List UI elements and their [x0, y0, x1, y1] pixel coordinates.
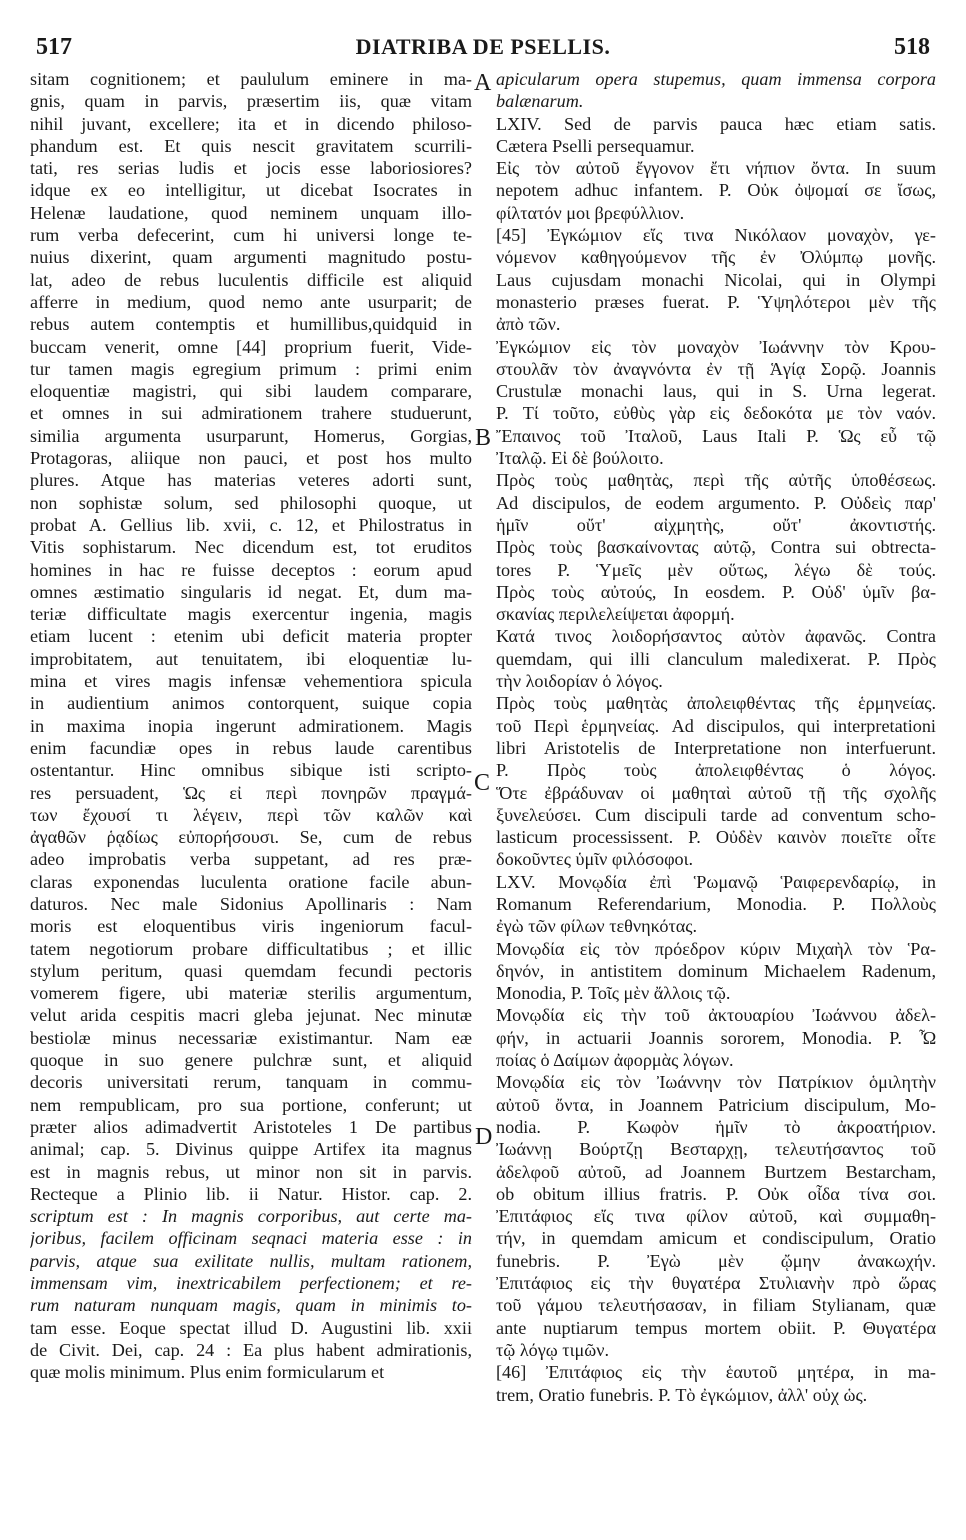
- text-line: decoris universitati rerum, tanquam in commu-: [30, 1072, 472, 1093]
- text-line: eloquentiæ magistri, qui sibi laudem comparare,: [30, 381, 472, 402]
- text-line: φήν, in actuarii Joannis sororem, Monodia. P. Ὦ: [496, 1027, 936, 1048]
- margin-marker-c: C: [474, 770, 491, 796]
- text-line: τῷ λόγῳ τιμῶν.: [496, 1339, 609, 1360]
- text-line: Helenæ laudatione, quod neminem unquam illo-: [30, 202, 472, 223]
- text-line: quemdam, qui illi clanculum maledixerat. P. Πρὸς: [496, 648, 936, 669]
- text-line: Ἐγκώμιον εἰς τὸν μοναχὸν Ἰωάννην τὸν Κρου-: [496, 336, 936, 357]
- text-line: P. Πρὸς τοὺς ἀπολειφθέντας ὁ λόγος.: [496, 760, 936, 781]
- text-line: Crustulæ monachi laus, qui in S. Urna legerat.: [496, 381, 936, 402]
- text-line: res persuadent, Ὡς εἰ περὶ πονηρῶν πραγμά-: [30, 782, 472, 803]
- text-line: Ἐπιτάφιος εἴς τινα φίλον αὐτοῦ, καὶ συμμαθη-: [496, 1206, 936, 1227]
- text-line: tati, res serias ludis et jocis esse laboriosiores?: [30, 158, 472, 179]
- text-line: claras exponendas luculenta oratione facile abun-: [30, 871, 472, 892]
- text-line: στουλᾶν τὸν ἀναγνόντα ἐν τῇ Ἁγίᾳ Σορῷ. Joannis: [496, 358, 936, 379]
- text-line: Πρὸς τοὺς αὐτούς, In eosdem. P. Οὐδ' ὑμῖν βα-: [496, 581, 936, 602]
- text-line: vomerem figere, ubi materiæ sterilis argumentum,: [30, 983, 472, 1004]
- text-line: ob obitum illius fratris. P. Οὐκ οἶδα τίνα σοι.: [496, 1183, 936, 1204]
- text-line: ἐγὼ τῶν φίλων τεθνηκότας.: [496, 916, 698, 937]
- text-line: Μονῳδία εἰς τὸν Ἰωάννην τὸν Πατρίκιον ὁμιλητὴν: [496, 1072, 936, 1093]
- text-line: ante nuptiarum tempus mortem obiit. P. Θυγατέρα: [496, 1317, 936, 1338]
- text-line: Vitis sophistarum. Nec dicendum est, tot eruditos: [30, 537, 472, 558]
- text-line: [46] Ἐπιτάφιος εἰς τὴν ἑαυτοῦ μητέρα, in ma-: [496, 1362, 936, 1383]
- text-line: σκανίας περιλελείψεται ἀφορμή.: [496, 604, 735, 625]
- text-line: Μονῳδία εἰς τὸν πρόεδρον κύριν Μιχαὴλ τὸν Ῥα-: [496, 938, 936, 959]
- text-line: Ἰταλῷ. Εἰ δὲ βούλοιτο.: [496, 448, 664, 469]
- text-line: Cætera Pselli persequamur.: [496, 135, 695, 156]
- text-line: Recteque a Plinio lib. ii Natur. Histor. cap. 2.: [30, 1183, 472, 1204]
- text-line: νόμενον καθηγούμενον τῆς ἐν Ὀλύμπῳ μονῆς.: [496, 247, 936, 268]
- text-line: rum naturam nunquam magis, quam in minimis to-: [30, 1295, 472, 1316]
- text-line: Μονῳδία εἰς τὴν τοῦ ἀκτουαρίου Ἰωάννου ἀδελ-: [496, 1005, 936, 1026]
- text-line: velut arida cespitis macri gleba jejunat. Nec minutæ: [30, 1005, 472, 1026]
- text-line: daturos. Nec male Sidonius Apollinaris : Nam: [30, 893, 472, 914]
- text-line: των ἔχουσί τι λέγειν, περὶ τῶν καλῶν καὶ: [30, 804, 472, 825]
- left-column: [30, 68, 472, 1384]
- text-line: lasticum processissent. P. Οὐδὲν καινὸν ποιεῖτε οἶτε: [496, 827, 936, 848]
- text-line: ξυνελεύσει. Cum discipuli tarde ad conventum scho-: [496, 804, 936, 825]
- page-number-right: 518: [894, 34, 930, 60]
- text-line: Ἐπιτάφιος εἰς τὴν θυγατέρα Στυλιανὴν πρὸ ὥρας: [496, 1273, 936, 1294]
- text-line: αὐτοῦ ὄντα, in Joannem Patricium discipulum, Mo-: [496, 1094, 936, 1115]
- text-line: nepotem adhuc infantem. P. Οὐκ ὀψομαί σε ἴσως,: [496, 180, 936, 201]
- text-line: Ἔπαινος τοῦ Ἰταλοῦ, Laus Itali P. Ὡς εὖ τῷ: [496, 425, 936, 446]
- text-line: adeo improbatis verba suppetant, ad res præ-: [30, 849, 472, 870]
- text-line: Πρὸς τοὺς βασκαίνοντας αὐτῷ, Contra sui obtrecta-: [496, 537, 936, 558]
- margin-marker-d: D: [475, 1124, 493, 1150]
- text-line: nem rempublicam, pro sua portione, conferunt; ut: [30, 1094, 472, 1115]
- text-line: Protagoras, aliique non pauci, et post hos multo: [30, 448, 472, 469]
- text-line: libri Aristotelis de Interpretatione non interfuerunt.: [496, 737, 936, 758]
- text-line: enim facundiæ opes in rebus laude carentibus: [30, 737, 472, 758]
- text-line: funebris. P. Ἐγὼ μὲν ᾤμην ἀνακωχήν.: [496, 1250, 936, 1271]
- text-line: Laus cujusdam monachi Nicolai, qui in Olympi: [496, 269, 936, 290]
- text-line: δηνόν, in antistitem dominum Michaelem Radenum,: [496, 960, 936, 981]
- text-line: scriptum est : In magnis corporibus, aut certe ma-: [30, 1206, 472, 1227]
- text-line: quoque in suo genere pulchræ sunt, et aliquid: [30, 1050, 472, 1071]
- margin-marker-b: B: [475, 425, 492, 451]
- text-line: τοῦ Περὶ ἑρμηνείας. Ad discipulos, qui interpretationi: [496, 715, 936, 736]
- text-line: nodia. P. Κωφὸν ἡμῖν τὸ ἀκροατήριον.: [496, 1116, 936, 1137]
- text-line: τήν, in quemdam amicum et condiscipulum, Oratio: [496, 1228, 936, 1249]
- text-line: in maxima inopia ingerunt admirationem. Magis: [30, 715, 472, 736]
- text-line: ἀπὸ τῶν.: [496, 314, 561, 335]
- text-line: improbitatem, aut tenuitatem, ibi eloquentiæ lu-: [30, 648, 472, 669]
- text-line: Εἰς τὸν αὐτοῦ ἔγγονον ἔτι νήπιον ὄντα. In suum: [496, 158, 936, 179]
- text-line: balænarum.: [496, 91, 584, 112]
- text-line: similia argumenta usurparunt, Homerus, Gorgias,: [30, 425, 472, 446]
- text-line: buccam venerit, omne [44] proprium fuerit, Vide-: [30, 336, 472, 357]
- text-line: nihil juvant, excellere; ita et in dicendo philoso-: [30, 113, 472, 134]
- text-line: immensam vim, inextricabilem perfectionem; et re-: [30, 1273, 472, 1294]
- text-line: ἀγαθῶν ῥᾳδίως εὐπορήσουσι. Se, cum de rebus: [30, 827, 472, 848]
- text-line: parvis, atque sua exilitate nullis, multam rationem,: [30, 1250, 472, 1271]
- text-line: animal; cap. 5. Divinus quippe Artifex ita magnus: [30, 1139, 472, 1160]
- text-line: et omnes in sui admirationem trahere studuerunt,: [30, 403, 472, 424]
- page-number-left: 517: [36, 34, 72, 60]
- text-line: homines in hac re fuisse deceptos : eorum apud: [30, 559, 472, 580]
- text-line: tatem negotiorum probare difficultatibus ; et illic: [30, 938, 472, 959]
- text-line: non sophistæ solum, sed philosophi quoque, ut: [30, 492, 472, 513]
- running-header: [36, 34, 930, 66]
- text-line: ἀδελφοῦ αὐτοῦ, ad Joannem Burtzem Bestarcham,: [496, 1161, 936, 1182]
- text-line: Πρὸς τοὺς μαθητὰς ἀπολειφθέντας τῆς ἑρμηνείας.: [496, 693, 936, 714]
- text-line: ostentantur. Hinc omnibus sibique isti scripto-: [30, 760, 472, 781]
- text-line: Monodia, P. Τοῖς μὲν ἄλλοις τῷ.: [496, 983, 731, 1004]
- text-line: est in magnis rebus, ut minor non sit in parvis.: [30, 1161, 472, 1182]
- text-line: gnis, quam in parvis, præsertim iis, quæ vitam: [30, 91, 472, 112]
- text-line: in audientium animos contorquent, suique copia: [30, 693, 472, 714]
- text-line: teriæ difficultate magis exercentur ingenia, magis: [30, 604, 472, 625]
- text-line: præter alios adimadvertit Aristoteles 1 De partibus: [30, 1116, 472, 1137]
- text-line: [45] Ἐγκώμιον εἴς τινα Νικόλαον μοναχὸν, γε-: [496, 225, 936, 246]
- text-line: bestiolæ minus necessariæ existimantur. Nam eæ: [30, 1027, 472, 1048]
- text-line: de Civit. Dei, cap. 24 : Ea plus habent admirationis,: [30, 1339, 472, 1360]
- text-line: LXV. Μονῳδία ἐπὶ Ῥωμανῷ Ῥαιφερενδαρίῳ, in: [496, 871, 936, 892]
- text-line: Ad discipulos, de eodem argumento. P. Οὐδεὶς παρ': [496, 492, 936, 513]
- text-line: rum verba defecerint, cum hi universi longe te-: [30, 225, 472, 246]
- text-line: moris est eloquentibus viris ingeniorum facul-: [30, 916, 472, 937]
- text-line: stylum peritum, quasi quemdam fecundi pectoris: [30, 960, 472, 981]
- text-line: rebus autem contemptis et humillibus,quidquid in: [30, 314, 472, 335]
- text-line: tam esse. Eoque spectat illud D. Augustini lib. xxii: [30, 1317, 472, 1338]
- text-line: tores P. Ὑμεῖς μὲν οὕτως, λέγω δὲ τούς.: [496, 559, 936, 580]
- text-line: probat A. Gellius lib. xvii, c. 12, et Philostratus in: [30, 514, 472, 535]
- text-line: quæ molis minimum. Plus enim formicularum et: [30, 1362, 385, 1383]
- text-line: lat, adeo de rebus luculentis difficile est aliquid: [30, 269, 472, 290]
- text-line: δοκοῦντες ὑμῖν φιλόσοφοι.: [496, 849, 694, 870]
- text-line: monasterio præses fuerat. P. Ὑψηλότεροι μὲν τῆς: [496, 291, 936, 312]
- text-line: omnes æstimatio singularis id negat. Et, dum ma-: [30, 581, 472, 602]
- text-line: nuius dixerint, quam argumenti magnitudo postu-: [30, 247, 472, 268]
- text-line: joribus, facilem officinam seqnaci materia esse : in: [30, 1228, 472, 1249]
- text-line: etiam lucent : etenim ubi deficit materia propter: [30, 626, 472, 647]
- text-line: ποίας ὁ Δαίμων ἀφορμὰς λόγων.: [496, 1050, 734, 1071]
- text-line: φίλτατόν μοι βρεφύλλιον.: [496, 202, 685, 223]
- text-line: idque ex eo intelligitur, ut dicebat Isocrates in: [30, 180, 472, 201]
- text-line: mina et vires magis infensæ vehementiora spicula: [30, 671, 472, 692]
- text-line: τὴν λοιδορίαν ὁ λόγος.: [496, 671, 663, 692]
- margin-marker-a: A: [474, 70, 492, 96]
- text-line: τοῦ γάμου τελευτήσασαν, in filiam Stylianam, quæ: [496, 1295, 936, 1316]
- text-line: plures. Atque has materias veteres adorti sunt,: [30, 470, 472, 491]
- text-line: P. Τί τοῦτο, εὐθὺς γὰρ εἰς δεδοκότα με τὸν ναόν.: [496, 403, 936, 424]
- right-column: [496, 68, 936, 1406]
- text-line: tur tamen magis egregium primum : primi enim: [30, 358, 472, 379]
- text-line: trem, Oratio funebris. P. Τὸ ἐγκώμιον, ἀλλ' οὐχ ὡς.: [496, 1384, 868, 1405]
- text-line: apicularum opera stupemus, quam immensa corpora: [496, 69, 936, 89]
- text-line: phandum est. Et quis nescit gravitatem scurrili-: [30, 135, 472, 156]
- text-line: Κατά τινος λοιδορήσαντος αὐτὸν ἀφανῶς. Contra: [496, 626, 936, 647]
- running-title: DIATRIBA DE PSELLIS.: [355, 34, 611, 59]
- text-line: afferre in medium, quod nemo ante usurparit; de: [30, 291, 472, 312]
- text-line: Romanum Referendarium, Monodia. P. Πολλοὺς: [496, 893, 936, 914]
- text-line: sitam cognitionem; et paululum eminere in ma-: [30, 69, 472, 89]
- text-line: Ἰωάννῃ Βούρτζῃ Βεσταρχῃ, τελευτήσαντος τοῦ: [496, 1139, 936, 1160]
- text-line: Ὅτε ἐβράδυναν οἱ μαθηταὶ αὐτοῦ τῇ τῆς σχολῆς: [496, 782, 936, 803]
- text-line: LXIV. Sed de parvis pauca hæc etiam satis.: [496, 113, 936, 134]
- text-line: ἡμῖν οὔτ' αἰχμητὴς, οὔτ' ἀκοντιστής.: [496, 514, 936, 535]
- text-line: Πρὸς τοὺς μαθητὰς, περὶ τῆς αὐτῆς ὑποθέσεως.: [496, 470, 936, 491]
